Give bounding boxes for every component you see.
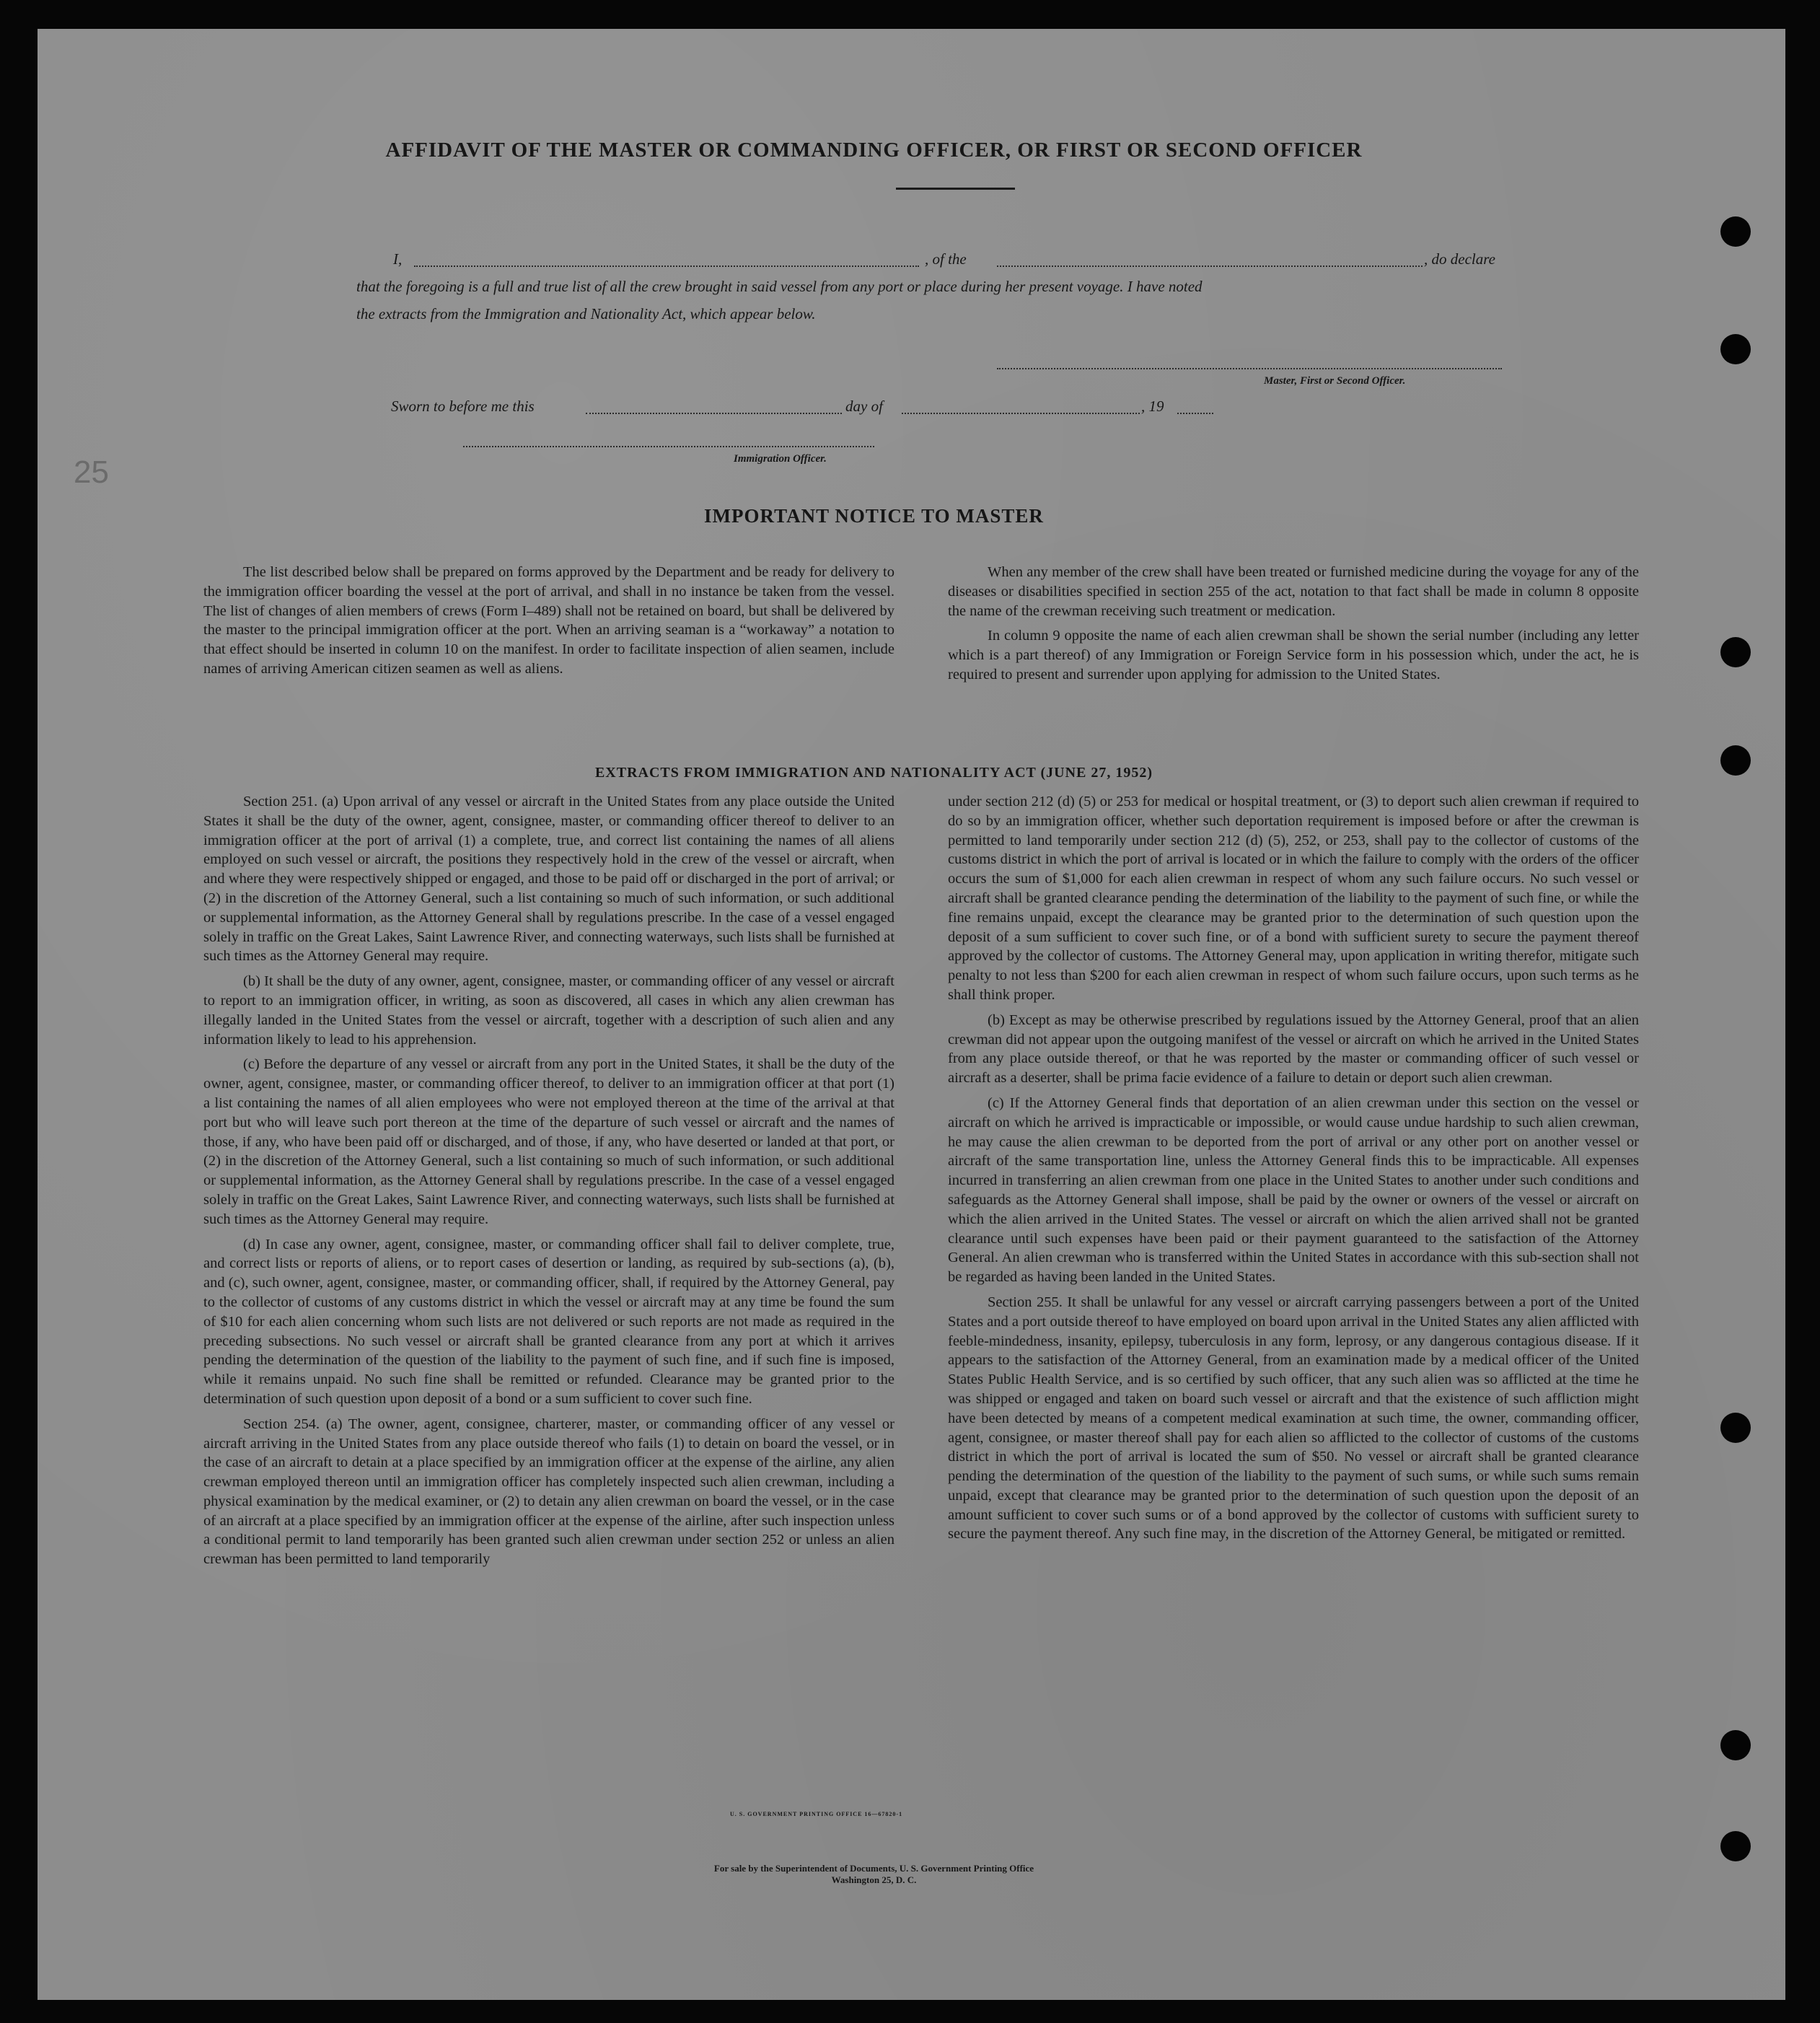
notice-left-column [203, 563, 894, 685]
notice-right-paragraph-2: In column 9 opposite the name of each alien crewman shall be shown the serial number (including any letter which is a part thereof) of any Immigration or Foreign Service form in his possession which, under the act, he is required to present and surrender upon applying for admission to the United States. [948, 628, 1639, 683]
punch-hole [1720, 216, 1751, 247]
section-251b: (b) It shall be the duty of any owner, agent, consignee, master, or commanding officer of any vessel or aircraft to report to an immigration officer, in writing, as soon as discovered, all cases in which any alien crewman has illegally landed in the United States from the vessel or aircraft, together with a description of such alien and any information likely to lead to his apprehension. [203, 973, 894, 1048]
immigration-officer-field[interactable] [463, 446, 874, 447]
section-251c: (c) Before the departure of any vessel or aircraft from any port in the United States, it shall be the duty of the owner, agent, consignee, master, or commanding officer thereof, to deliver to an immigration officer at that port (1) a list containing the names of all alien employees who were not employed thereon at the time of the arrival at that port but who will leave such port thereon at the time of the departure of such vessel or aircraft and the names of those, if any, who have been paid off or discharged, and of those, if any, who have deserted or landed at that port, or (2) in the discretion of the Attorney General, such a list containing so much of such information, or such additional or supplemental information, as the Attorney General shall by regulations prescribe. In the case of a vessel engaged solely in traffic on the Great Lakes, Saint Lawrence River, and connecting waterways, such lists shall be furnished at such times as the Attorney General may require. [203, 1056, 895, 1227]
master-signature-field[interactable] [997, 368, 1502, 369]
section-254a-continued: under section 212 (d) (5) or 253 for medical or hospital treatment, or (3) to deport such alien crewman if required to do so by an immigration officer, whether such deportation requirement is imposed before or after the crewman is permitted to land temporarily under section 212 (d) (5), 252, or 253, shall pay to the collector of customs of the customs district in which the port of arrival is located or in which the failure to comply with the orders of the officer occurs the sum of $1,000 for each alien crewman in respect of whom any such failure occurs. No such vessel or aircraft shall be granted clearance pending the determination of the liability to the payment of such fine, or while the fine remains unpaid, except the clearance may be granted prior to the determination of such question upon the deposit of a sum sufficient to cover such fine, or of a bond with sufficient surety to secure the payment thereof approved by the collector of customs. The Attorney General may, upon application in writing therefor, mitigate such penalty to not less than $200 for each alien crewman in respect of whom such failure occurs, upon such terms as he shall think proper. [948, 794, 1639, 1003]
of-the-label: , of the [925, 250, 967, 268]
punch-hole [1720, 1413, 1751, 1443]
margin-handwritten-number: 25 [74, 455, 109, 490]
punch-hole [1720, 1730, 1751, 1760]
notice-right-paragraph-1: When any member of the crew shall have been treated or furnished medicine during the voyage for any of the diseases or disabilities specified in section 255 of the act, notation to that fact shall be made in column 8 opposite the name of the crewman receiving such treatment or medication. [948, 564, 1639, 619]
punch-hole [1720, 1831, 1751, 1861]
for-sale-line-2: Washington 25, D. C. [831, 1874, 917, 1885]
printing-office-note: U. S. GOVERNMENT PRINTING OFFICE 16—67820-1 [730, 1811, 903, 1817]
punch-hole [1720, 745, 1751, 776]
sworn-label: Sworn to before me this [391, 398, 535, 415]
day-of-label: day of [845, 398, 883, 415]
master-signature-label: Master, First or Second Officer. [1264, 375, 1406, 387]
vessel-field[interactable] [997, 266, 1423, 267]
section-251d: (d) In case any owner, agent, consignee, master, or commanding officer shall fail to deliver complete, true, and correct lists or reports of aliens, or to report cases of desertion or landing, as required by sub-sections (a), (b), and (c), such owner, agent, consignee, master, or commanding officer, shall, if required by the Attorney General, pay to the collector of customs of any customs district in which the vessel or aircraft may at any time be found the sum of $10 for each alien concerning whom such lists are not delivered or such reports are not made as required in the preceding subsections. No such vessel or aircraft shall be granted clearance from any port at which it arrives pending the determination of the question of the liability to the payment of such fine, and if such fine is imposed, while it remains unpaid. No such fine shall be remitted or refunded. Clearance may be granted prior to the determination of such question upon deposit of a bond or a sum sufficient to cover such fine. [203, 1236, 894, 1407]
notice-title: IMPORTANT NOTICE TO MASTER [704, 505, 1044, 527]
notice-right-column [948, 563, 1639, 690]
for-sale-line-1: For sale by the Superintendent of Documents, U. S. Government Printing Office [713, 1863, 1034, 1874]
i-label: I, [393, 250, 403, 268]
for-sale-note [0, 1863, 1748, 1886]
punch-hole [1720, 334, 1751, 364]
name-field[interactable] [414, 266, 919, 267]
sworn-month-field[interactable] [902, 413, 1140, 414]
punch-hole [1720, 637, 1751, 667]
form-page [38, 29, 1785, 2000]
title-rule [896, 188, 1015, 190]
section-255: Section 255. It shall be unlawful for any vessel or aircraft carrying passengers between a port of the United States and a port outside thereof to have employed on board upon arrival in the United States any alien afflicted with feeble-mindedness, insanity, epilepsy, tuberculosis in any form, leprosy, or any dangerous contagious disease. If it appears to the satisfaction of the Attorney General, from an examination made by a medical officer of the United States Public Health Service, and is so certified by such officer, that any such alien was so afflicted at the time he was shipped or engaged and taken on board such vessel or aircraft and that the existence of such affliction might have been detected by means of a competent medical examination at such time, the owner, commanding officer, agent, consignee, or master thereof shall pay for each alien so afflicted to the collector of customs of the customs district in which the port of arrival is located the sum of $50. No vessel or aircraft shall be granted clearance pending the determination of the question of the liability to the payment of such sums, or while such sums remain unpaid, except that clearance may be granted prior to the determination of such question upon the deposit of an amount sufficient to cover such sums or of a bond approved by the collector of customs with sufficient surety to secure the payment thereof. Any such fine may, in the discretion of the Attorney General, be mitigated or remitted. [948, 1294, 1639, 1543]
section-254b: (b) Except as may be otherwise prescribed by regulations issued by the Attorney General, proof that an alien crewman did not appear upon the outgoing manifest of the vessel or aircraft on which he arrived in the United States from any place outside thereof, or that he was reported by the master or commanding officer of such vessel or aircraft as a deserter, shall be prima facie evidence of a failure to detain or deport such alien crewman. [948, 1012, 1639, 1087]
affidavit-title: AFFIDAVIT OF THE MASTER OR COMMANDING OFFICER, OR FIRST OR SECOND OFFICER [385, 139, 1363, 162]
notice-left-paragraph: The list described below shall be prepared on forms approved by the Department and be ready for delivery to the immigration officer boarding the vessel at the port of arrival, and shall in no instance be taken from the vessel. The list of changes of alien members of crews (Form I–489) shall not be retained on board, but shall be delivered by the master to the principal immigration officer at the port. When an arriving seaman is a “workaway” a notation to that effect should be inserted in column 10 on the manifest. In order to facilitate inspection of alien seamen, include names of arriving American citizen seamen as well as aliens. [203, 564, 894, 677]
section-254c: (c) If the Attorney General finds that deportation of an alien crewman under this section on the vessel or aircraft on which he arrived is impracticable or impossible, or would cause undue hardship to such alien crewman, he may cause the alien crewman to be deported from the port of arrival or any other port on another vessel or aircraft of the same transportation line, unless the Attorney General finds this to be impracticable. All expenses incurred in transferring an alien crewman from one place in the United States to another under such conditions and safeguards as the Attorney General shall impose, shall be paid by the owner or owners of the vessel or aircraft on which the alien arrived in the United States. The vessel or aircraft on which the alien arrived shall not be granted clearance until such expenses have been paid or their payment guaranteed to the satisfaction of the Attorney General. An alien crewman who is transferred within the United States in accordance with this sub-section shall not be regarded as having been landed in the United States. [948, 1094, 1639, 1286]
sworn-day-field[interactable] [586, 413, 842, 414]
immigration-officer-label: Immigration Officer. [734, 453, 827, 465]
extracts-left-column [203, 792, 894, 1575]
declaration-line-2: that the foregoing is a full and true list of all the crew brought in said vessel from any port or place during her present voyage. I have noted [356, 278, 1203, 295]
extracts-title: EXTRACTS FROM IMMIGRATION AND NATIONALITY ACT (JUNE 27, 1952) [594, 765, 1153, 781]
sworn-year-field[interactable] [1177, 413, 1213, 414]
declaration-line-3: the extracts from the Immigration and Nationality Act, which appear below. [356, 305, 816, 322]
section-251a: Section 251. (a) Upon arrival of any vessel or aircraft in the United States from any place outside the United States it shall be the duty of the owner, agent, consignee, master, or commanding officer thereof to deliver to an immigration officer at the port of arrival (1) a complete, true, and correct list containing the names of all aliens employed on such vessel or aircraft, the positions they respectively hold in the crew of the vessel or aircraft, when and where they were respectively shipped or engaged, and those to be paid off or discharged in the port of arrival; or (2) in the discretion of the Attorney General, such a list containing so much of such information, or such additional or supplemental information, as the Attorney General shall by regulations prescribe. In the case of a vessel engaged solely in traffic on the Great Lakes, Saint Lawrence River, and connecting waterways, such lists shall be furnished at such times as the Attorney General may require. [203, 794, 895, 965]
do-declare-label: , do declare [1424, 250, 1495, 268]
section-254a: Section 254. (a) The owner, agent, consignee, charterer, master, or commanding officer of any vessel or aircraft arriving in the United States from any place outside thereof who fails (1) to detain on board the vessel, or in the case of an aircraft to detain at a place specified by an immigration officer at the expense of the airline, any alien crewman employed thereon until an immigration officer has completely inspected such alien crewman, including a physical examination by the medical examiner, or (2) to detain any alien crewman on board the vessel, or in the case of an aircraft at a place specified by an immigration officer at the expense of the airline, after such inspection unless a conditional permit to land temporarily has been granted such alien crewman under section 252 or unless an alien crewman has been permitted to land temporarily [203, 1416, 894, 1568]
year-label: , 19 [1141, 398, 1164, 415]
extracts-right-column [948, 792, 1639, 1550]
